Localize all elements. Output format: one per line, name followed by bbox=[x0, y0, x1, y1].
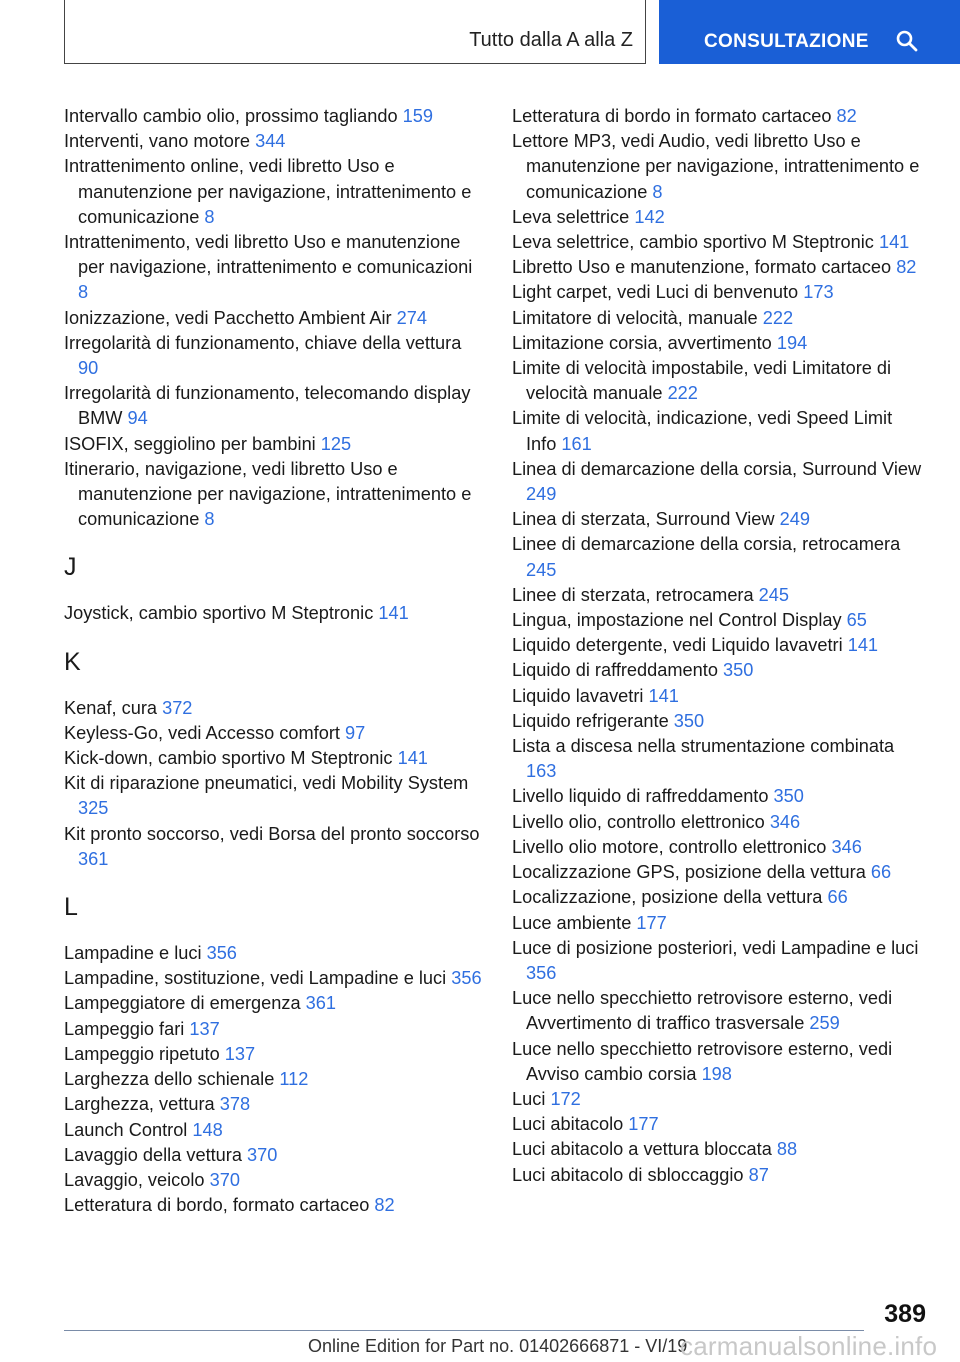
index-column-left bbox=[64, 104, 484, 1218]
page-reference-link[interactable]: 8 bbox=[652, 181, 663, 202]
index-entry-text: Localizzazione, posizione della vettura bbox=[512, 887, 823, 908]
page-reference-link[interactable]: 141 bbox=[847, 635, 879, 656]
page-reference-link[interactable]: 65 bbox=[846, 610, 867, 631]
index-entry bbox=[64, 1193, 484, 1218]
index-entry-text: Larghezza dello schienale bbox=[64, 1069, 275, 1090]
page-reference-link[interactable]: 141 bbox=[878, 232, 910, 253]
index-letter-heading: J bbox=[64, 553, 77, 582]
index-entry bbox=[64, 721, 484, 746]
index-entry bbox=[512, 633, 924, 658]
page-reference-link[interactable]: 222 bbox=[667, 383, 698, 404]
page-reference-link[interactable]: 141 bbox=[397, 748, 428, 769]
page-reference-link[interactable]: 245 bbox=[526, 559, 557, 580]
page-reference-link[interactable]: 177 bbox=[636, 912, 667, 933]
index-entry-text: Liquido refrigerante bbox=[512, 710, 669, 731]
index-entry-text: Leva selettrice, cambio sportivo M Steptronic bbox=[512, 232, 874, 253]
index-entry bbox=[64, 966, 484, 991]
index-entry bbox=[512, 1037, 924, 1087]
page-reference-link[interactable]: 66 bbox=[827, 887, 848, 908]
index-entry-text: Lettore MP3, vedi Audio, vedi libretto Uso e manutenzione per navigazione, intrattenimento e comunicazione bbox=[512, 131, 920, 202]
index-entry bbox=[512, 860, 924, 885]
page-reference-link[interactable]: 245 bbox=[758, 584, 790, 605]
index-entry-text: Luce di posizione posteriori, vedi Lampadine e luci bbox=[512, 937, 919, 958]
index-entry-text: Light carpet, vedi Luci di benvenuto bbox=[512, 282, 799, 303]
index-entry-text: Libretto Uso e manutenzione, formato cartaceo bbox=[512, 257, 892, 278]
page-reference-link[interactable]: 198 bbox=[701, 1063, 732, 1084]
page-reference-link[interactable]: 346 bbox=[831, 836, 862, 857]
index-entry bbox=[512, 936, 924, 986]
page-reference-link[interactable]: 378 bbox=[219, 1094, 251, 1115]
index-entry-text: Letteratura di bordo in formato cartaceo bbox=[512, 106, 832, 126]
index-entry-text: Kenaf, cura bbox=[64, 697, 158, 718]
index-entry-text: Luci bbox=[512, 1088, 546, 1109]
index-entry bbox=[512, 911, 924, 936]
page-reference-link[interactable]: 346 bbox=[769, 811, 801, 832]
index-entry-text: Luci abitacolo di sbloccaggio bbox=[512, 1164, 744, 1185]
consultazione-button[interactable] bbox=[659, 0, 960, 64]
page-reference-link[interactable]: 82 bbox=[836, 106, 857, 126]
page-reference-link[interactable]: 8 bbox=[204, 206, 215, 227]
index-entry-text: Itinerario, navigazione, vedi libretto Uso e manutenzione per navigazione, intrattenimento e comunicazione bbox=[64, 458, 472, 530]
index-entry bbox=[64, 941, 484, 966]
page-reference-link[interactable]: 350 bbox=[773, 786, 804, 807]
page-reference-link[interactable]: 350 bbox=[673, 710, 705, 731]
index-entry-text: Lampeggio fari bbox=[64, 1018, 185, 1039]
index-entry bbox=[512, 784, 924, 809]
index-entry-text: Lavaggio, veicolo bbox=[64, 1169, 205, 1190]
index-entry bbox=[64, 771, 484, 821]
index-entry bbox=[512, 986, 924, 1036]
page-reference-link[interactable]: 350 bbox=[723, 660, 754, 681]
index-entry bbox=[64, 104, 484, 129]
index-entry bbox=[64, 1143, 484, 1168]
page-reference-link[interactable]: 370 bbox=[209, 1169, 240, 1190]
index-entry-text: Lampadine, sostituzione, vedi Lampadine e luci bbox=[64, 968, 447, 989]
page-reference-link[interactable]: 66 bbox=[870, 862, 892, 883]
page-reference-link[interactable]: 356 bbox=[206, 943, 237, 964]
index-entry bbox=[512, 306, 924, 331]
index-entry bbox=[512, 810, 924, 835]
index-entry bbox=[64, 822, 484, 872]
page-reference-link[interactable]: 8 bbox=[204, 509, 215, 530]
index-entry-text: Leva selettrice bbox=[512, 206, 630, 227]
page-reference-link[interactable]: 141 bbox=[378, 603, 409, 624]
footer-edition: Online Edition for Part no. 01402666871 - VI/19 bbox=[308, 1336, 688, 1356]
page-reference-link[interactable]: 159 bbox=[402, 106, 434, 126]
index-entry-text: Livello liquido di raffreddamento bbox=[512, 786, 769, 807]
index-entry bbox=[512, 255, 924, 280]
index-entry-text: Ionizzazione, vedi Pacchetto Ambient Air bbox=[64, 307, 392, 328]
page-reference-link[interactable]: 173 bbox=[803, 282, 834, 303]
index-entry-text: Linee di sterzata, retrocamera bbox=[512, 584, 754, 605]
page-number: 389 bbox=[884, 1300, 926, 1328]
page-reference-link[interactable]: 325 bbox=[78, 798, 109, 819]
footer-watermark: carmanualsonline.info bbox=[680, 1331, 938, 1361]
index-entry-text: Lavaggio della vettura bbox=[64, 1144, 242, 1165]
index-entry bbox=[512, 658, 924, 683]
index-entry bbox=[512, 734, 924, 784]
page-reference-link[interactable]: 249 bbox=[526, 484, 557, 505]
index-entry-text: Limite di velocità impostabile, vedi Limitatore di velocità manuale bbox=[512, 358, 892, 404]
index-entry-text: Linea di demarcazione della corsia, Surround View bbox=[512, 458, 922, 479]
index-entry-text: Limitazione corsia, avvertimento bbox=[512, 332, 772, 353]
index-entry bbox=[64, 457, 484, 533]
page-reference-link[interactable]: 222 bbox=[762, 307, 794, 328]
index-entry bbox=[64, 1118, 484, 1143]
index-entry bbox=[512, 583, 924, 608]
index-entry bbox=[512, 1087, 924, 1112]
index-entry-text: Joystick, cambio sportivo M Steptronic bbox=[64, 603, 374, 624]
page-reference-link[interactable]: 259 bbox=[809, 1013, 840, 1034]
index-entry-text: Lista a discesa nella strumentazione combinata bbox=[512, 736, 895, 757]
index-entry-text: Luce nello specchietto retrovisore esterno, vedi Avviso cambio corsia bbox=[512, 1038, 893, 1084]
index-entry-text: Liquido di raffreddamento bbox=[512, 660, 718, 681]
page-reference-link[interactable]: 90 bbox=[78, 358, 99, 379]
index-entry bbox=[512, 230, 924, 255]
index-entry-text: Luci abitacolo a vettura bloccata bbox=[512, 1139, 772, 1160]
index-entry-text: Intrattenimento online, vedi libretto Uso e manutenzione per navigazione, intrattenimento e comunicazione bbox=[64, 156, 472, 227]
index-entry-text: ISOFIX, seggiolino per bambini bbox=[64, 433, 316, 454]
page-reference-link[interactable]: 177 bbox=[628, 1114, 659, 1135]
index-entry-text: Luce nello specchietto retrovisore esterno, vedi Avvertimento di traffico trasversale bbox=[512, 988, 893, 1034]
page-reference-link[interactable]: 161 bbox=[561, 433, 592, 454]
index-entry bbox=[512, 1112, 924, 1137]
index-entry bbox=[64, 432, 484, 457]
index-entry-text: Liquido detergente, vedi Liquido lavavetri bbox=[512, 635, 843, 656]
page-reference-link[interactable]: 370 bbox=[247, 1144, 278, 1165]
index-entry bbox=[512, 280, 924, 305]
index-entry bbox=[512, 331, 924, 356]
index-entry-text: Linee di demarcazione della corsia, retrocamera bbox=[512, 534, 901, 555]
page-reference-link[interactable]: 82 bbox=[896, 257, 917, 278]
page-reference-link[interactable]: 148 bbox=[192, 1119, 223, 1140]
index-entry bbox=[64, 601, 484, 626]
page-reference-link[interactable]: 249 bbox=[779, 509, 810, 530]
index-entry-text: Kick-down, cambio sportivo M Steptronic bbox=[64, 748, 393, 769]
index-entry-text: Larghezza, vettura bbox=[64, 1094, 215, 1115]
index-entry bbox=[512, 709, 924, 734]
index-entry-text: Linea di sterzata, Surround View bbox=[512, 509, 775, 530]
page-reference-link[interactable]: 372 bbox=[162, 697, 193, 718]
index-entry bbox=[64, 129, 484, 154]
index-letter-heading: L bbox=[64, 893, 78, 922]
index-entry-text: Liquido lavavetri bbox=[512, 685, 644, 706]
index-entry-text: Luci abitacolo bbox=[512, 1114, 624, 1135]
index-entry-text: Localizzazione GPS, posizione della vettura bbox=[512, 862, 866, 883]
index-entry-text: Livello olio, controllo elettronico bbox=[512, 811, 765, 832]
index-entry bbox=[64, 1042, 484, 1067]
page-reference-link[interactable]: 274 bbox=[396, 307, 427, 328]
page-reference-link[interactable]: 137 bbox=[189, 1018, 220, 1039]
index-entry-text: Interventi, vano motore bbox=[64, 131, 251, 152]
index-entry-text: Intervallo cambio olio, prossimo tagliando bbox=[64, 106, 398, 126]
index-entry bbox=[64, 1092, 484, 1117]
index-entry bbox=[64, 1168, 484, 1193]
page-reference-link[interactable]: 112 bbox=[279, 1069, 309, 1090]
index-column-right bbox=[512, 104, 924, 1188]
index-entry-text: Luce ambiente bbox=[512, 912, 632, 933]
page-reference-link[interactable]: 141 bbox=[648, 685, 679, 706]
index-entry bbox=[512, 406, 924, 456]
index-entry-text: Irregolarità di funzionamento, telecomando display BMW bbox=[64, 383, 471, 429]
index-entry bbox=[512, 129, 924, 205]
header-section-box bbox=[64, 0, 646, 64]
index-entry bbox=[64, 696, 484, 721]
index-entry-text: Lampeggio ripetuto bbox=[64, 1043, 220, 1064]
page-reference-link[interactable]: 8 bbox=[78, 282, 89, 303]
index-entry bbox=[512, 356, 924, 406]
search-icon bbox=[895, 29, 919, 53]
page-reference-link[interactable]: 125 bbox=[320, 433, 352, 454]
index-entry-text: Intrattenimento, vedi libretto Uso e manutenzione per navigazione, intrattenimento e comunicazioni bbox=[64, 232, 473, 278]
index-entry bbox=[512, 532, 924, 582]
index-entry-text: Irregolarità di funzionamento, chiave della vettura bbox=[64, 332, 462, 353]
index-entry bbox=[64, 331, 484, 381]
index-entry-text: Lingua, impostazione nel Control Display bbox=[512, 610, 842, 631]
page-reference-link[interactable]: 87 bbox=[748, 1164, 769, 1185]
page-reference-link[interactable]: 137 bbox=[224, 1043, 256, 1064]
index-entry bbox=[64, 991, 484, 1016]
page-reference-link[interactable]: 172 bbox=[550, 1088, 581, 1109]
index-entry-text: Launch Control bbox=[64, 1119, 188, 1140]
page-reference-link[interactable]: 97 bbox=[345, 722, 366, 743]
index-entry bbox=[64, 1017, 484, 1042]
consultazione-label: CONSULTAZIONE bbox=[704, 31, 869, 52]
page-reference-link[interactable]: 94 bbox=[127, 408, 148, 429]
index-entry bbox=[512, 885, 924, 910]
index-entry bbox=[512, 608, 924, 633]
index-entry-text: Kit pronto soccorso, vedi Borsa del pronto soccorso bbox=[64, 823, 480, 844]
index-entry-text: Letteratura di bordo, formato cartaceo bbox=[64, 1195, 370, 1216]
index-entry bbox=[512, 205, 924, 230]
page-reference-link[interactable]: 356 bbox=[526, 962, 557, 983]
index-entry bbox=[512, 684, 924, 709]
index-entry bbox=[512, 457, 924, 507]
index-entry-text: Lampeggiatore di emergenza bbox=[64, 993, 301, 1014]
page-reference-link[interactable]: 356 bbox=[451, 968, 482, 989]
page-reference-link[interactable]: 82 bbox=[374, 1195, 395, 1216]
index-entry bbox=[512, 1137, 924, 1162]
index-entry bbox=[64, 381, 484, 431]
index-entry-text: Kit di riparazione pneumatici, vedi Mobility System bbox=[64, 773, 469, 794]
index-entry bbox=[512, 104, 924, 129]
index-entry-text: Lampadine e luci bbox=[64, 943, 202, 964]
index-entry-text: Keyless-Go, vedi Accesso comfort bbox=[64, 722, 340, 743]
index-entry bbox=[64, 746, 484, 771]
index-entry bbox=[64, 1067, 484, 1092]
index-entry-text: Limitatore di velocità, manuale bbox=[512, 307, 758, 328]
section-title: Tutto dalla A alla Z bbox=[469, 29, 633, 51]
page-reference-link[interactable]: 361 bbox=[305, 993, 337, 1014]
page-reference-link[interactable]: 88 bbox=[776, 1139, 798, 1160]
index-entry bbox=[512, 835, 924, 860]
index-entry bbox=[512, 507, 924, 532]
index-entry bbox=[512, 1163, 924, 1188]
index-entry bbox=[64, 306, 484, 331]
index-entry bbox=[64, 230, 484, 306]
index-entry bbox=[64, 154, 484, 230]
index-entry-text: Limite di velocità, indicazione, vedi Speed Limit Info bbox=[512, 408, 893, 454]
page-reference-link[interactable]: 361 bbox=[78, 848, 109, 869]
page-reference-link[interactable]: 142 bbox=[634, 206, 665, 227]
page-reference-link[interactable]: 344 bbox=[255, 131, 286, 152]
page-reference-link[interactable]: 194 bbox=[776, 332, 808, 353]
index-letter-heading: K bbox=[64, 647, 81, 676]
index-entry-text: Livello olio motore, controllo elettronico bbox=[512, 836, 827, 857]
page-reference-link[interactable]: 163 bbox=[526, 761, 557, 782]
